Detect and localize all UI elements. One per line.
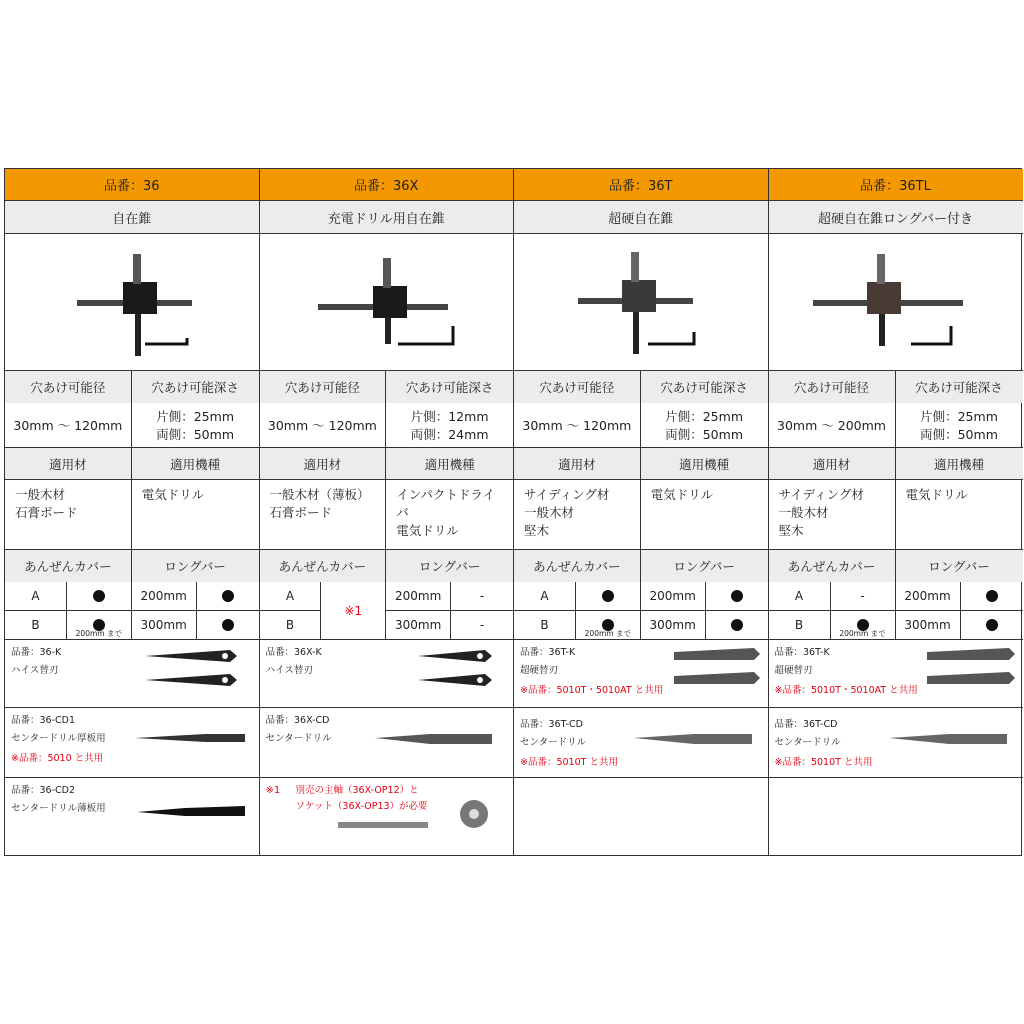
accessory-blade: 品番：36-K ハイス替刃: [5, 640, 259, 708]
depth-one-side: 片側：25mm: [156, 409, 234, 424]
depth-label: 穴あけ可能深さ: [386, 371, 513, 403]
cover-b-label: B: [769, 611, 831, 639]
diam-label: 穴あけ可能径: [260, 371, 387, 403]
available-dot: [986, 619, 998, 631]
depth-label: 穴あけ可能深さ: [641, 371, 768, 403]
accessory-option-note: ※1 別売の主軸（36X-OP12）と ソケット（36X-OP13）が必要: [260, 778, 514, 848]
material-label: 適用材: [514, 448, 641, 480]
accessory-center-drill: 品番：36X-CD センタードリル: [260, 708, 514, 778]
center-drill-image: [769, 708, 1023, 778]
machine-label: 適用機種: [386, 448, 513, 480]
cover-b-note: 200mm まで: [75, 629, 122, 638]
material-item: 一般木材（薄板）: [269, 487, 370, 502]
material-item: 堅木: [778, 523, 804, 538]
product-code: 品番：36X: [260, 169, 514, 201]
cover-b-label: B: [514, 611, 576, 639]
material-label: 適用材: [769, 448, 896, 480]
cover-a-label: A: [514, 582, 576, 610]
product-code: 品番：36: [5, 169, 259, 201]
material-item: 石膏ボード: [15, 505, 78, 520]
cover-a-label: A: [5, 582, 67, 610]
bar-300-value: -: [479, 618, 485, 632]
cover-b-note: 200mm まで: [839, 629, 886, 638]
longbar-label: ロングバー: [641, 550, 768, 582]
diam-label: 穴あけ可能径: [769, 371, 896, 403]
center-drill-image: [260, 708, 514, 778]
cover-a-label: A: [260, 582, 321, 611]
accessory-blade: 品番：36T-K 超硬替刃 ※品番：5010T・5010AT と共用: [514, 640, 768, 708]
bar-200-label: 200mm: [132, 582, 197, 610]
machine-item: 電気ドリル: [141, 487, 205, 502]
available-dot: [986, 590, 998, 602]
diam-value: 30mm 〜 120mm: [5, 403, 132, 447]
product-name: 超硬自在錐ロングバー付き: [769, 201, 1023, 234]
material-label: 適用材: [5, 448, 132, 480]
diam-label: 穴あけ可能径: [5, 371, 132, 403]
diam-value: 30mm 〜 120mm: [260, 403, 387, 447]
product-photo: [260, 234, 514, 371]
cover-b-label: B: [5, 611, 67, 639]
material-item: 一般木材: [15, 487, 66, 502]
bar-200-label: 200mm: [386, 582, 450, 611]
spec-table: [4, 168, 1022, 856]
product-column-36t: [514, 169, 769, 855]
blade-image: [5, 640, 259, 708]
depth-both-sides: 両側：50mm: [156, 427, 234, 442]
cover-label: あんぜんカバー: [5, 550, 132, 582]
product-photo: [514, 234, 768, 371]
material-item: 一般木材: [778, 505, 829, 520]
available-dot: [602, 590, 614, 602]
depth-both-sides: 両側：24mm: [410, 427, 489, 442]
product-photo: [5, 234, 259, 371]
accessory-center-drill: 品番：36T-CD センタードリル ※品番：5010T と共用: [769, 708, 1023, 778]
machine-item: 電気ドリル: [650, 487, 714, 502]
depth-both-sides: 両側：50mm: [920, 427, 998, 442]
accessory-center-drill-thin: 品番：36-CD2 センタードリル薄板用: [5, 778, 259, 848]
longbar-label: ロングバー: [896, 550, 1023, 582]
depth-one-side: 片側：25mm: [920, 409, 998, 424]
available-dot: [731, 619, 743, 631]
available-dot: [222, 619, 234, 631]
machine-label: 適用機種: [132, 448, 259, 480]
bar-300-label: 300mm: [641, 611, 706, 639]
material-item: サイディング材: [524, 487, 610, 502]
machine-label: 適用機種: [641, 448, 768, 480]
depth-label: 穴あけ可能深さ: [896, 371, 1023, 403]
blade-image: [260, 640, 514, 708]
accessory-center-drill-thick: 品番：36-CD1 センタードリル厚板用 ※品番：5010 と共用: [5, 708, 259, 778]
bar-300-label: 300mm: [896, 611, 961, 639]
center-drill-image: [5, 778, 259, 848]
empty-cell: [514, 778, 768, 848]
cover-note: ※1: [321, 582, 386, 639]
material-item: 一般木材: [524, 505, 575, 520]
cover-label: あんぜんカバー: [769, 550, 896, 582]
available-dot: [222, 590, 234, 602]
machine-item: インパクトドライバ: [396, 487, 496, 520]
diam-value: 30mm 〜 120mm: [514, 403, 641, 447]
empty-cell: [769, 778, 1023, 848]
depth-one-side: 片側：12mm: [410, 409, 489, 424]
product-name: 充電ドリル用自在錐: [260, 201, 514, 234]
product-column-36: [5, 169, 260, 855]
material-item: 堅木: [524, 523, 550, 538]
cover-b-label: B: [285, 618, 295, 632]
accessory-center-drill: 品番：36T-CD センタードリル ※品番：5010T と共用: [514, 708, 768, 778]
bar-200-value: -: [451, 582, 513, 611]
blade-image: [514, 640, 768, 708]
depth-both-sides: 両側：50mm: [665, 427, 743, 442]
cover-label: あんぜんカバー: [514, 550, 641, 582]
longbar-label: ロングバー: [132, 550, 259, 582]
product-code: 品番：36T: [514, 169, 768, 201]
hole-saw-image: [5, 234, 259, 371]
bar-300-label: 300mm: [132, 611, 197, 639]
depth-one-side: 片側：25mm: [665, 409, 743, 424]
product-column-36tl: [769, 169, 1023, 855]
center-drill-image: [5, 708, 259, 778]
machine-item: 電気ドリル: [905, 487, 969, 502]
product-name: 超硬自在錐: [514, 201, 768, 234]
product-name: 自在錐: [5, 201, 259, 234]
available-dot: [93, 590, 105, 602]
shaft-socket-image: [260, 778, 514, 848]
cover-label: あんぜんカバー: [260, 550, 387, 582]
hole-saw-image: [260, 234, 514, 371]
machine-label: 適用機種: [896, 448, 1023, 480]
machine-item: 電気ドリル: [396, 523, 459, 538]
bar-200-label: 200mm: [896, 582, 961, 610]
longbar-label: ロングバー: [386, 550, 513, 582]
cover-a-label: A: [769, 582, 831, 610]
bar-300-label: 300mm: [395, 618, 442, 632]
cover-a-value: -: [831, 582, 896, 610]
depth-label: 穴あけ可能深さ: [132, 371, 259, 403]
bar-200-label: 200mm: [641, 582, 706, 610]
diam-label: 穴あけ可能径: [514, 371, 641, 403]
hole-saw-image: [769, 234, 1023, 371]
accessory-blade: 品番：36X-K ハイス替刃: [260, 640, 514, 708]
blade-image: [769, 640, 1023, 708]
diam-value: 30mm 〜 200mm: [769, 403, 896, 447]
hole-saw-image: [514, 234, 768, 371]
product-photo: [769, 234, 1023, 371]
material-item: サイディング材: [778, 487, 864, 502]
material-label: 適用材: [260, 448, 387, 480]
available-dot: [731, 590, 743, 602]
accessory-blade: 品番：36T-K 超硬替刃 ※品番：5010T・5010AT と共用: [769, 640, 1023, 708]
product-column-36x: [260, 169, 515, 855]
cover-b-note: 200mm まで: [584, 629, 631, 638]
center-drill-image: [514, 708, 768, 778]
material-item: 石膏ボード: [269, 505, 333, 520]
product-code: 品番：36TL: [769, 169, 1023, 201]
